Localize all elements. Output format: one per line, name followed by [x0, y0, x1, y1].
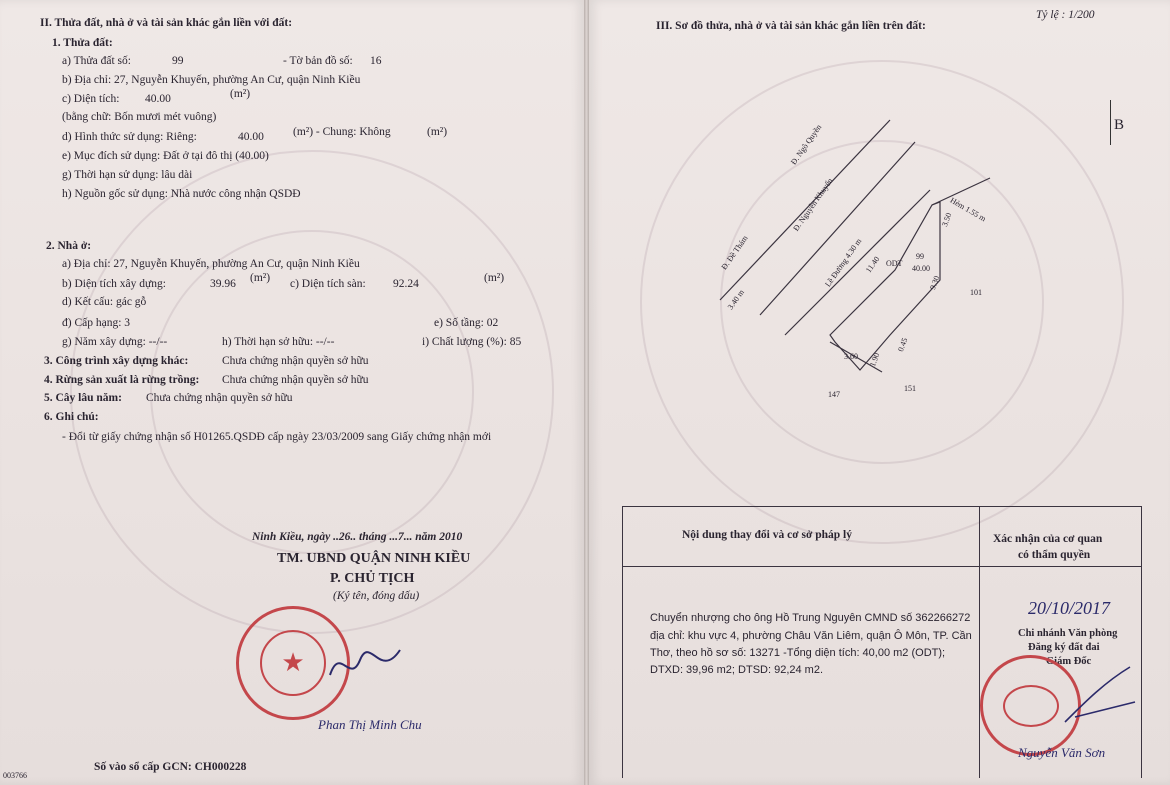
signer-name: Phan Thị Minh Chu [318, 717, 422, 732]
table-column-divider [979, 506, 980, 778]
item5-value: Chưa chứng nhận quyền sở hữu [146, 392, 293, 404]
house-address: a) Địa chỉ: 27, Nguyễn Khuyến, phường An Cư, quận Ninh Kiều [62, 258, 360, 270]
build-year: g) Năm xây dựng: --/-- [62, 336, 168, 348]
neighbor-151: 151 [904, 384, 916, 393]
item5-label: 5. Cây lâu năm: [44, 392, 122, 404]
street-ngo-quyen: Đ. Ngô Quyền [789, 122, 824, 167]
dim-3-50: 3.50 [940, 211, 954, 228]
table-header-divider [622, 566, 1142, 567]
quality: i) Chất lượng (%): 85 [422, 336, 522, 348]
confirm-org-line3: Giám Đốc [1046, 656, 1092, 667]
parcel-sketch [700, 80, 1030, 410]
land-area-words: (bằng chữ: Bốn mươi mét vuông) [62, 111, 217, 123]
map-scale: Tỷ lệ : 1/200 [1036, 9, 1095, 21]
note-text: - Đổi từ giấy chứng nhận số H01265.QSDĐ cấp ngày 23/03/2009 sang Giấy chứng nhận mới [62, 431, 492, 443]
dim-9-30: 9.30 [928, 274, 942, 291]
construction-area-label: b) Diện tích xây dựng: [62, 278, 166, 290]
grade: đ) Cấp hạng: 3 [62, 317, 131, 329]
item4-label: 4. Rừng sản xuất là rừng trồng: [44, 374, 200, 386]
parcel-number-value: 99 [172, 55, 184, 67]
authority-name: TM. UBND QUẬN NINH KIỀU [277, 551, 471, 566]
map-sheet-label: - Tờ bản đồ số: [283, 55, 353, 67]
seal-inner-ring-icon [1003, 685, 1059, 727]
usage-form-label: d) Hình thức sử dụng: Riêng: [62, 131, 197, 143]
usage-term: g) Thời hạn sử dụng: lâu dài [62, 169, 193, 181]
land-area-value: 40.00 [145, 93, 171, 105]
road-edge-label: Lề Đường 4.30 m [823, 236, 864, 289]
authority-position: P. CHỦ TỊCH [330, 571, 415, 586]
structure: d) Kết cấu: gác gỗ [62, 296, 147, 308]
ownership-term: h) Thời hạn sở hữu: --/-- [222, 336, 335, 348]
parcel-area-label: 40.00 [912, 264, 930, 273]
parcel-number-label: a) Thửa đất số: [62, 55, 131, 67]
change-content-line-4: DTXD: 39,96 m2; DTSD: 92,24 m2. [650, 664, 824, 676]
floor-area-label: c) Diện tích sàn: [290, 278, 366, 290]
floor-area-unit: (m²) [484, 272, 505, 284]
signature-left [325, 640, 405, 690]
neighbor-147: 147 [828, 390, 840, 399]
land-title: 1. Thửa đất: [52, 37, 113, 49]
change-content-line-3: Thơ, theo hồ sơ số: 13271 -Tổng diện tích: 40,00 m2 (ODT); [650, 647, 946, 659]
dim-1-90: 1.90 [868, 351, 882, 368]
item6-label: 6. Ghi chú: [44, 411, 99, 423]
change-content-line-1: Chuyển nhượng cho ông Hồ Trung Nguyên CMND số 362266272 [650, 612, 971, 624]
dim-0-45: 0.45 [896, 336, 910, 353]
table-col1-header: Nội dung thay đổi và cơ sở pháp lý [682, 529, 852, 541]
signature-right [1060, 662, 1140, 732]
map-sheet-value: 16 [370, 55, 382, 67]
corner-code: 003766 [3, 771, 27, 780]
page-fold [584, 0, 589, 785]
neighbor-101: 101 [970, 288, 982, 297]
table-border-right [1141, 506, 1142, 778]
usage-purpose: e) Mục đích sử dụng: Đất ở tại đô thị (40.00) [62, 150, 269, 162]
section-iii-heading: III. Sơ đồ thửa, nhà ở và tài sản khác gắn liền trên đất: [656, 20, 926, 32]
issue-date-line: Ninh Kiều, ngày ..26.. tháng ...7... năm 2010 [252, 531, 463, 543]
construction-area-value: 39.96 [210, 278, 236, 290]
street-de-tham: Đ. Đề Thám [719, 233, 750, 272]
floors: e) Số tầng: 02 [434, 317, 499, 329]
state-emblem-icon: ★ [260, 630, 326, 696]
item4-value: Chưa chứng nhận quyền sở hữu [222, 374, 369, 386]
table-border-left [622, 506, 623, 778]
certificate-register-number: Số vào sổ cấp GCN: CH000228 [94, 761, 247, 773]
land-area-unit: (m²) [230, 88, 251, 100]
land-address: b) Địa chỉ: 27, Nguyễn Khuyến, phường An Cư, quận Ninh Kiều [62, 74, 361, 86]
dim-3-40: 3.40 m [725, 287, 746, 312]
change-content-line-2: địa chỉ: khu vực 4, phường Châu Văn Liêm, quận Ô Môn, TP. Cần [650, 630, 972, 642]
construction-area-unit: (m²) [250, 272, 271, 284]
alley-label: Hẻm 1.55 m [948, 195, 988, 224]
confirm-org-line2: Đăng ký đất đai [1028, 642, 1100, 653]
confirm-org-line1: Chi nhánh Văn phòng [1018, 628, 1118, 639]
floor-area-value: 92.24 [393, 278, 419, 290]
usage-origin: h) Nguồn gốc sử dụng: Nhà nước công nhận QSDĐ [62, 188, 301, 200]
dim-11-40: 11.40 [863, 254, 882, 275]
north-label: B [1114, 117, 1125, 133]
usage-form-unit: (m²) [427, 126, 448, 138]
dim-3-60: 3.60 [844, 352, 858, 361]
odt-label: ODT [886, 259, 903, 268]
section-ii-heading: II. Thửa đất, nhà ở và tài sản khác gắn liền với đất: [40, 17, 293, 29]
usage-form-value: 40.00 [238, 131, 264, 143]
confirm-signer: Nguyễn Văn Sơn [1018, 745, 1106, 760]
sign-hint: (Ký tên, đóng dấu) [333, 590, 420, 602]
item3-value: Chưa chứng nhận quyền sở hữu [222, 355, 369, 367]
house-title: 2. Nhà ở: [46, 240, 92, 252]
table-col2-header-line1: Xác nhận của cơ quan [993, 533, 1103, 545]
north-arrow-line [1110, 100, 1111, 145]
table-col2-header-line2: có thẩm quyền [1018, 549, 1091, 561]
parcel-no-label: 99 [916, 252, 924, 261]
land-area-label: c) Diện tích: [62, 93, 120, 105]
street-nguyen-khuyen: Đ. Nguyễn Khuyến [791, 176, 835, 233]
usage-form-shared: (m²) - Chung: Không [293, 126, 391, 138]
table-border-top [622, 506, 1142, 507]
item3-label: 3. Công trình xây dựng khác: [44, 355, 189, 367]
confirm-date: 20/10/2017 [1028, 598, 1111, 618]
